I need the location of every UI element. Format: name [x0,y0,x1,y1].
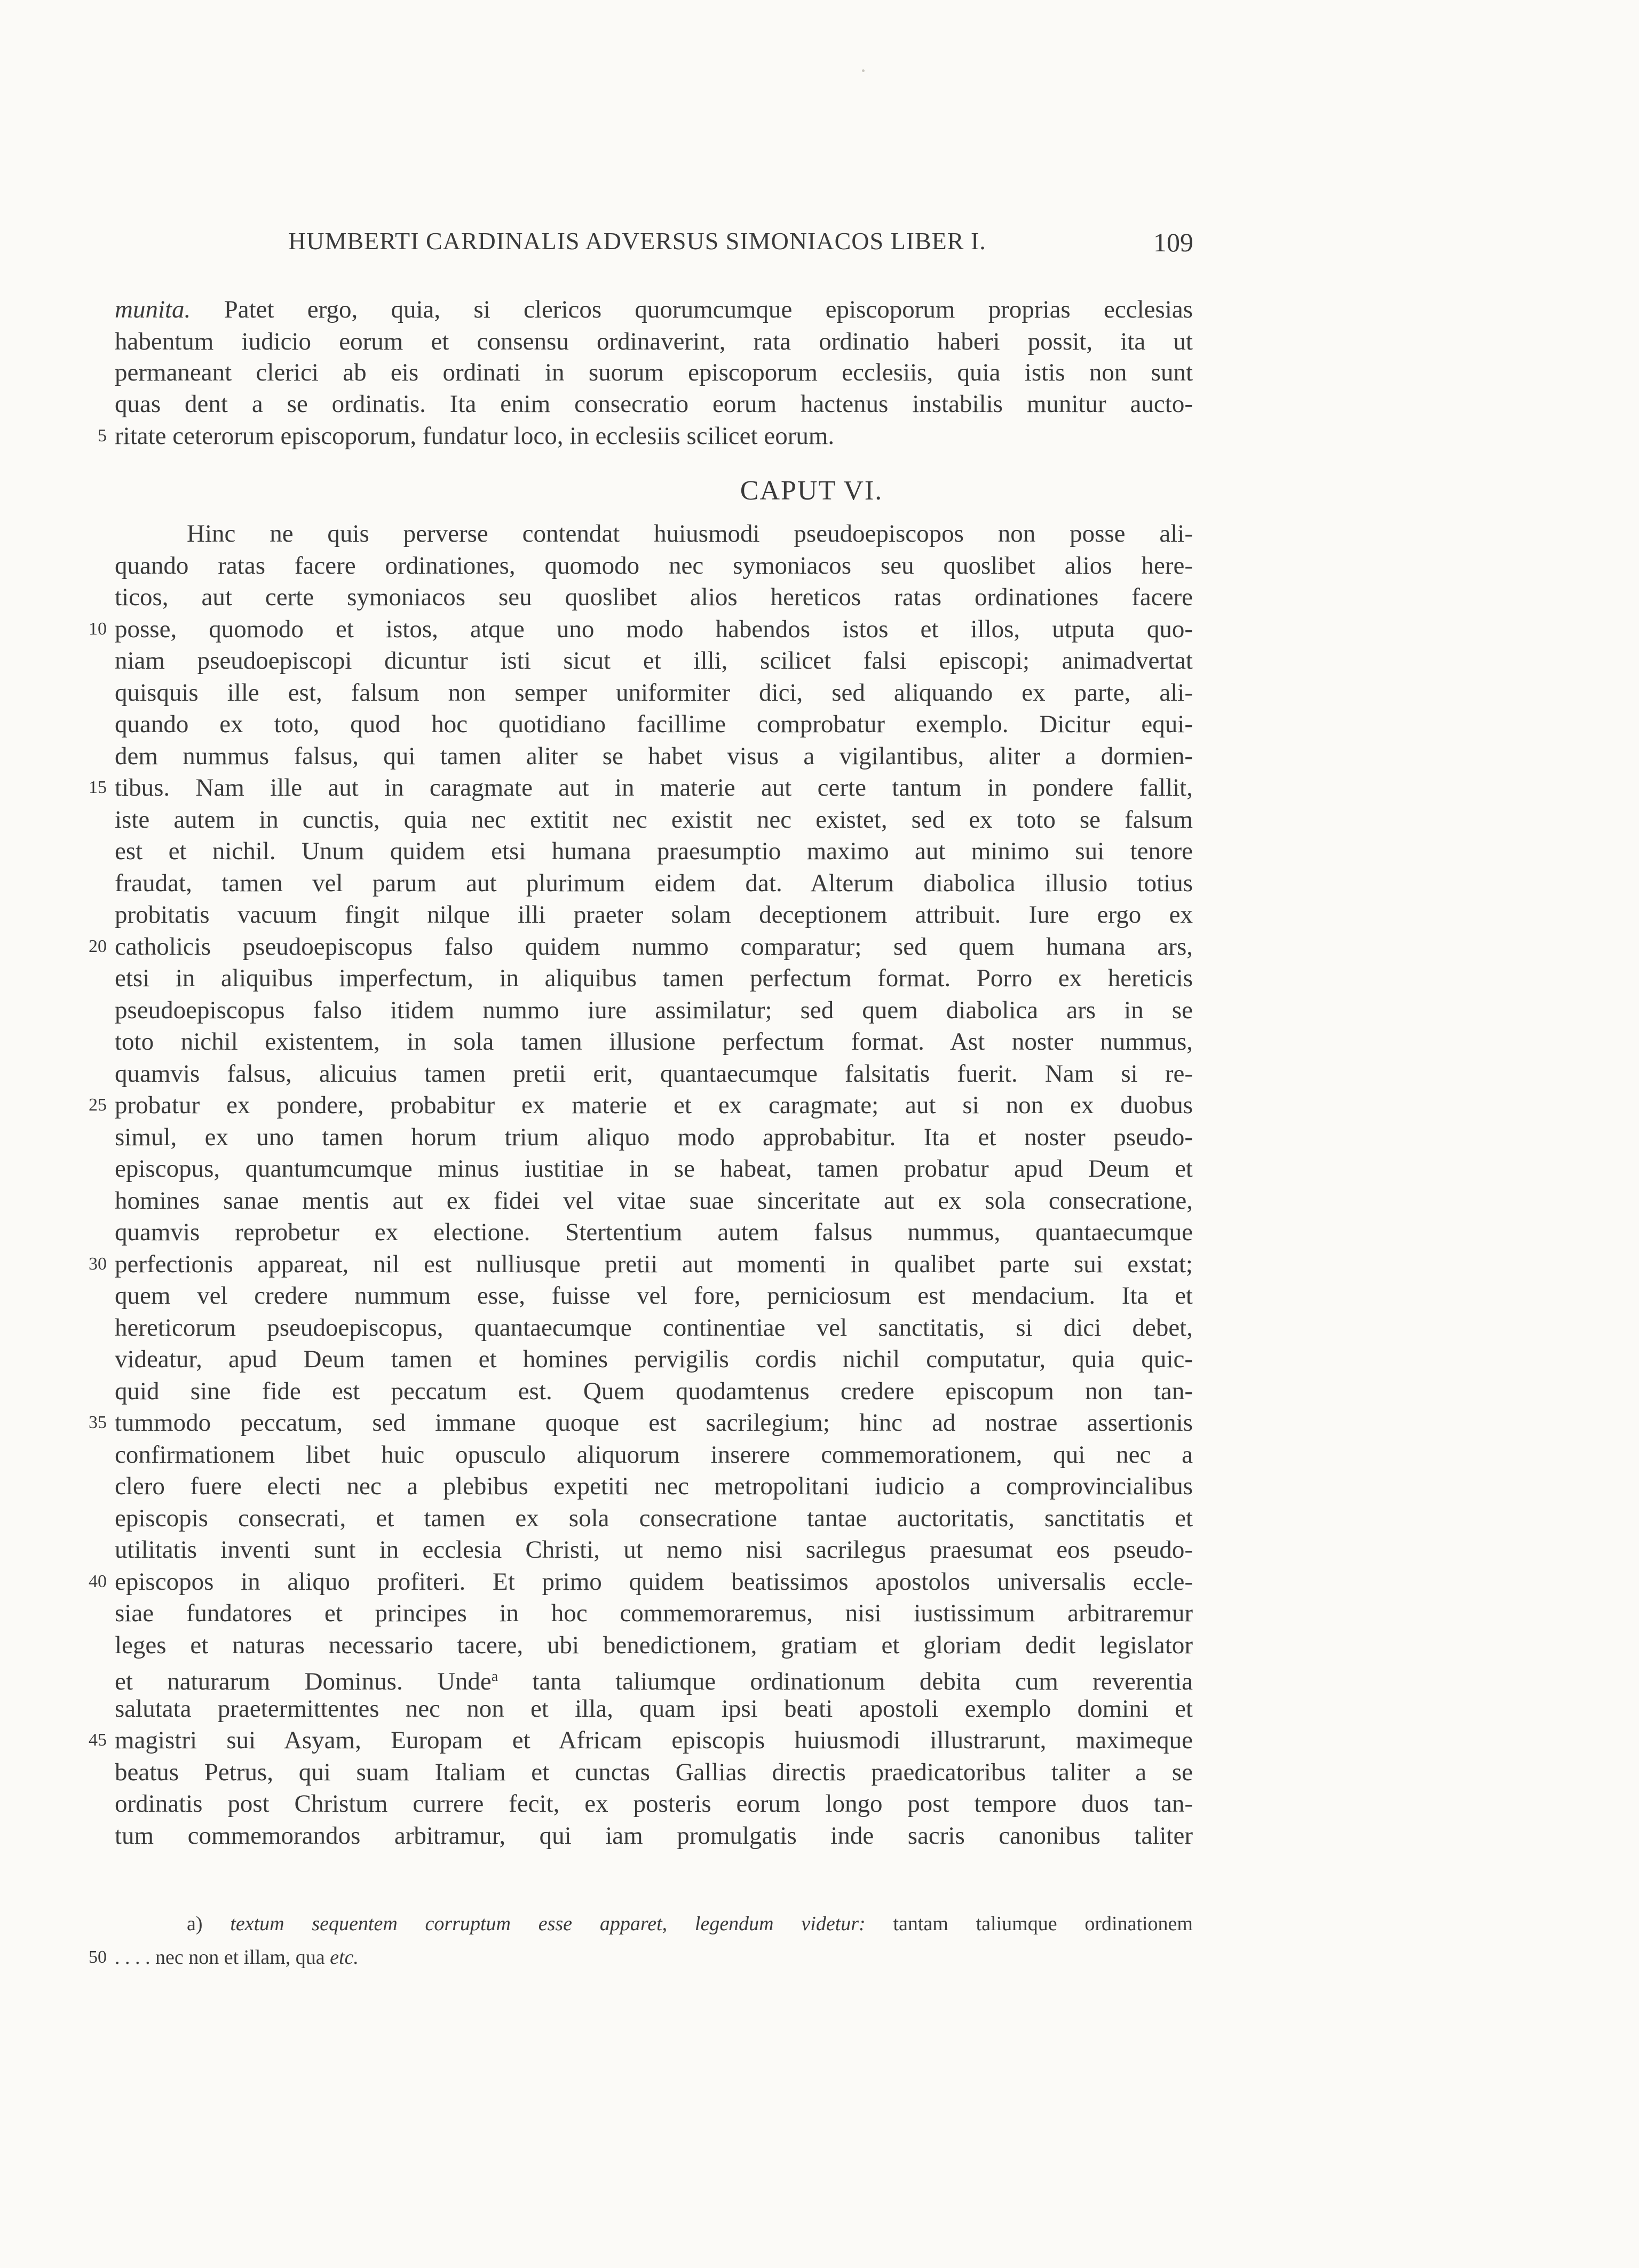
text-line: niam pseudoepiscopi dicuntur isti sicut et illi, scilicet falsi episcopi; animadvertat [115,647,1193,675]
text-line: pseudoepiscopus falso itidem nummo iure assimilatur; sed quem diabolica ars in se [115,996,1193,1024]
text-segment: et naturarum Dominus. Unde [115,1668,492,1695]
text-line: quando ex toto, quod hoc quotidiano facillime comprobatur exemplo. Dicitur equi- [115,710,1193,738]
line-number: 25 [89,1095,107,1115]
text-line: Hinc ne quis perverse contendat huiusmodi pseudoepiscopos non posse ali- [187,520,1193,548]
text-line: iste autem in cunctis, quia nec extitit nec existit nec existet, sed ex toto se falsum [115,806,1193,834]
italic-word: munita. [115,296,191,323]
text-line: tummodo peccatum, sed immane quoque est sacrilegium; hinc ad nostrae assertionis [115,1409,1193,1437]
text-line: simul, ex uno tamen horum trium aliquo modo approbabitur. Ita et noster pseudo- [115,1123,1193,1151]
line-number: 50 [89,1947,107,1967]
footnote-text: . . . . nec non et illam, qua [115,1946,330,1969]
text-line: homines sanae mentis aut ex fidei vel vitae suae sinceritate aut ex sola consecratione, [115,1187,1193,1215]
text-line: quas dent a se ordinatis. Ita enim consecratio eorum hactenus instabilis munitur aucto- [115,390,1193,418]
footnote-marker: a [491,1668,498,1685]
footnote-italic: etc. [330,1946,359,1969]
text-line [115,294,1193,326]
text-line: ordinatis post Christum currere fecit, ex posteris eorum longo post tempore duos tan- [115,1790,1193,1818]
text-line: perfectionis appareat, nil est nulliusque pretii aut momenti in qualibet parte sui exstat; [115,1250,1193,1278]
line-number: 35 [89,1413,107,1432]
text-segment: Patet ergo, quia, si clericos quorumcumque episcoporum proprias ecclesias [191,296,1193,323]
text-line: posse, quomodo et istos, atque uno modo habendos istos et illos, utputa quo- [115,615,1193,643]
text-line: utilitatis inventi sunt in ecclesia Christi, ut nemo nisi sacrilegus praesumat eos pseudo- [115,1536,1193,1564]
text-line: est et nichil. Unum quidem etsi humana praesumptio maximo aut minimo sui tenore [115,837,1193,865]
chapter-heading-text: CAPUT VI. [740,475,883,506]
line-number: 45 [89,1730,107,1750]
text-line: quando ratas facere ordinationes, quomodo nec symoniacos seu quoslibet alios here- [115,552,1193,580]
footnote-label: a) [187,1913,203,1935]
footnote-line [115,1941,1193,1973]
page-number: 109 [1153,227,1193,257]
text-line: etsi in aliquibus imperfectum, in aliquibus tamen perfectum format. Porro ex hereticis [115,964,1193,992]
text-line: dem nummus falsus, qui tamen aliter se habet visus a vigilantibus, aliter a dormien- [115,742,1193,770]
line-number: 15 [89,778,107,797]
text-line: salutata praetermittentes nec non et illa, quam ipsi beati apostoli exemplo domini et [115,1695,1193,1723]
text-line: quamvis falsus, alicuius tamen pretii erit, quantaecumque falsitatis fuerit. Nam si re- [115,1060,1193,1088]
text-line: probitatis vacuum fingit nilque illi praeter solam deceptionem attribuit. Iure ergo ex [115,901,1193,929]
speck [862,69,865,72]
line-number: 20 [89,937,107,956]
line-number: 10 [89,619,107,639]
text-line: tibus. Nam ille aut in caragmate aut in materie aut certe tantum in pondere fallit, [115,774,1193,802]
text-line: episcopis consecrati, et tamen ex sola consecratione tantae auctoritatis, sanctitatis et [115,1504,1193,1532]
text-line: fraudat, tamen vel parum aut plurimum eidem dat. Alterum diabolica illusio totius [115,869,1193,897]
text-line: siae fundatores et principes in hoc commemoraremus, nisi iustissimum arbitraremur [115,1599,1193,1627]
text-line: hereticorum pseudoepiscopus, quantaecumque continentiae vel sanctitatis, si dici debet, [115,1314,1193,1342]
text-line: confirmationem libet huic opusculo aliquorum inserere commemorationem, qui nec a [115,1441,1193,1469]
line-number: 5 [98,426,107,446]
text-line: videatur, apud Deum tamen et homines pervigilis cordis nichil computatur, quia quic- [115,1345,1193,1373]
text-line: habentum iudicio eorum et consensu ordinaverint, rata ordinatio haberi possit, ita ut [115,328,1193,355]
text-line: leges et naturas necessario tacere, ubi benedictionem, gratiam et gloriam dedit legislator [115,1631,1193,1659]
text-line: quid sine fide est peccatum est. Quem quodamtenus credere episcopum non tan- [115,1377,1193,1405]
line-number: 40 [89,1572,107,1591]
footnote-italic: textum sequentem corruptum esse apparet, legendum videtur: [230,1913,866,1935]
text-line: ticos, aut certe symoniacos seu quoslibet alios hereticos ratas ordinationes facere [115,583,1193,611]
text-line: catholicis pseudoepiscopus falso quidem nummo comparatur; sed quem humana ars, [115,933,1193,961]
text-line: episcopus, quantumcumque minus iustitiae in se habeat, tamen probatur apud Deum et [115,1155,1193,1183]
text-line: permaneant clerici ab eis ordinati in suorum episcoporum ecclesiis, quia istis non sunt [115,359,1193,386]
footnote-line [187,1908,1193,1940]
text-line: toto nichil existentem, in sola tamen illusione perfectum format. Ast noster nummus, [115,1028,1193,1056]
text-line: tum commemorandos arbitramur, qui iam promulgatis inde sacris canonibus taliter [115,1822,1193,1850]
text-line: ritate ceterorum episcoporum, fundatur loco, in ecclesiis scilicet eorum. [115,422,835,450]
running-header [288,227,1193,269]
text-line: beatus Petrus, qui suam Italiam et cunctas Gallias directis praedicatoribus taliter a se [115,1758,1193,1786]
text-line: episcopos in aliquo profiteri. Et primo quidem beatissimos apostolos universalis eccle- [115,1568,1193,1596]
chapter-heading [0,475,1639,512]
text-line: probatur ex pondere, probabitur ex materie et ex caragmate; aut si non ex duobus [115,1091,1193,1119]
text-line: magistri sui Asyam, Europam et Africam episcopis huiusmodi illustrarunt, maximeque [115,1726,1193,1754]
text-segment: tanta taliumque ordinationum debita cum reverentia [498,1668,1193,1695]
text-line: quisquis ille est, falsum non semper uniformiter dici, sed aliquando ex parte, ali- [115,679,1193,707]
text-line: clero fuere electi nec a plebibus expetiti nec metropolitani iudicio a comprovincialibus [115,1472,1193,1500]
running-title: HUMBERTI CARDINALIS ADVERSUS SIMONIACOS LIBER I. [288,227,986,255]
text-line: quamvis reprobetur ex electione. Stertentium autem falsus nummus, quantaecumque [115,1218,1193,1246]
line-number: 30 [89,1254,107,1274]
footnote-text: tantam taliumque ordinationem [865,1913,1193,1935]
text-line [115,1661,1193,1693]
text-line: quem vel credere nummum esse, fuisse vel fore, perniciosum est mendacium. Ita et [115,1282,1193,1310]
